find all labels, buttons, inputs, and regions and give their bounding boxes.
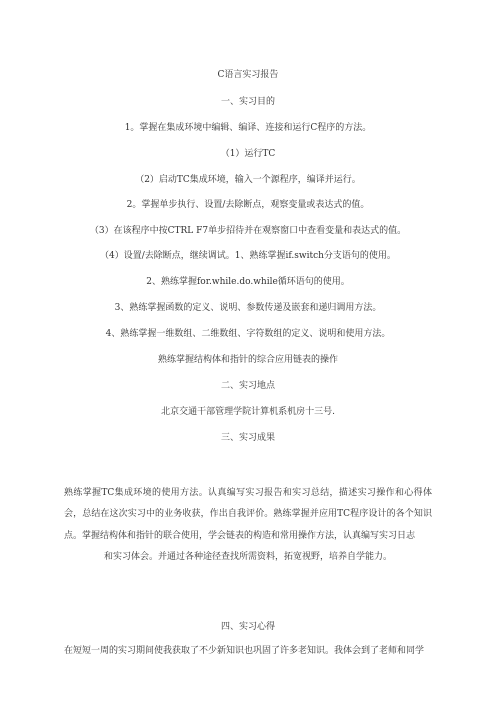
text-line: 熟练掌握结构体和指针的综合应用链表的操作 xyxy=(157,355,338,365)
location-text: 北京交通干部管理学院计算机系机房十三号. xyxy=(161,407,335,417)
results-paragraph xyxy=(64,483,432,569)
text-line: 3、熟练掌握函数的定义、说明、参数传递及嵌套和递归调用方法。 xyxy=(114,303,382,313)
document-title: C语言实习报告 xyxy=(217,70,279,80)
text-line: （3）在该程序中按CTRL F7单步招待并在观察窗口中查看变量和表达式的值。 xyxy=(89,226,407,236)
text-line: 2、熟练掌握for.while.do.while循环语句的使用。 xyxy=(146,277,350,287)
results-paragraph-body: 熟练掌握TC集成环境的使用方法。认真编写实习报告和实习总结，描述实习操作和心得体会，总结在这次实习中的业务收获，作出自我评价。熟练掌握并应用TC程序设计的各个知识点。掌握结构体和指针的联合使用，学会链表的构造和常用操作方法，认真编写实习日志 xyxy=(64,488,432,541)
results-paragraph-last-line: 和实习体会。并通过各种途径查找所需资料，拓宽视野，培养自学能力。 xyxy=(103,552,392,563)
text-line: 1。掌握在集成环境中编辑、编译、连接和运行C程序的方法。 xyxy=(124,123,372,133)
text-line: 2。掌握单步执行、设置/去除断点，观察变量或表达式的值。 xyxy=(126,200,370,210)
reflection-first-line: 在短短一周的实习期间使我获取了不少新知识也巩固了许多老知识。我体会到了老师和同学 xyxy=(64,646,425,656)
section-heading-purpose: 一、实习目的 xyxy=(220,97,275,107)
text-line: （1）运行TC xyxy=(220,149,276,159)
section-heading-location: 二、实习地点 xyxy=(220,381,275,391)
text-line: （2）启动TC集成环境，输入一个源程序，编译并运行。 xyxy=(135,175,361,185)
text-line: （4）设置/去除断点，继续调试。1、熟练掌握if.switch分支语句的使用。 xyxy=(100,251,396,261)
section-heading-reflection: 四、实习心得 xyxy=(220,622,275,632)
section-heading-results: 三、实习成果 xyxy=(220,433,275,443)
text-line: 4、熟练掌握一维数组、二维数组、字符数组的定义、说明和使用方法。 xyxy=(105,329,391,339)
